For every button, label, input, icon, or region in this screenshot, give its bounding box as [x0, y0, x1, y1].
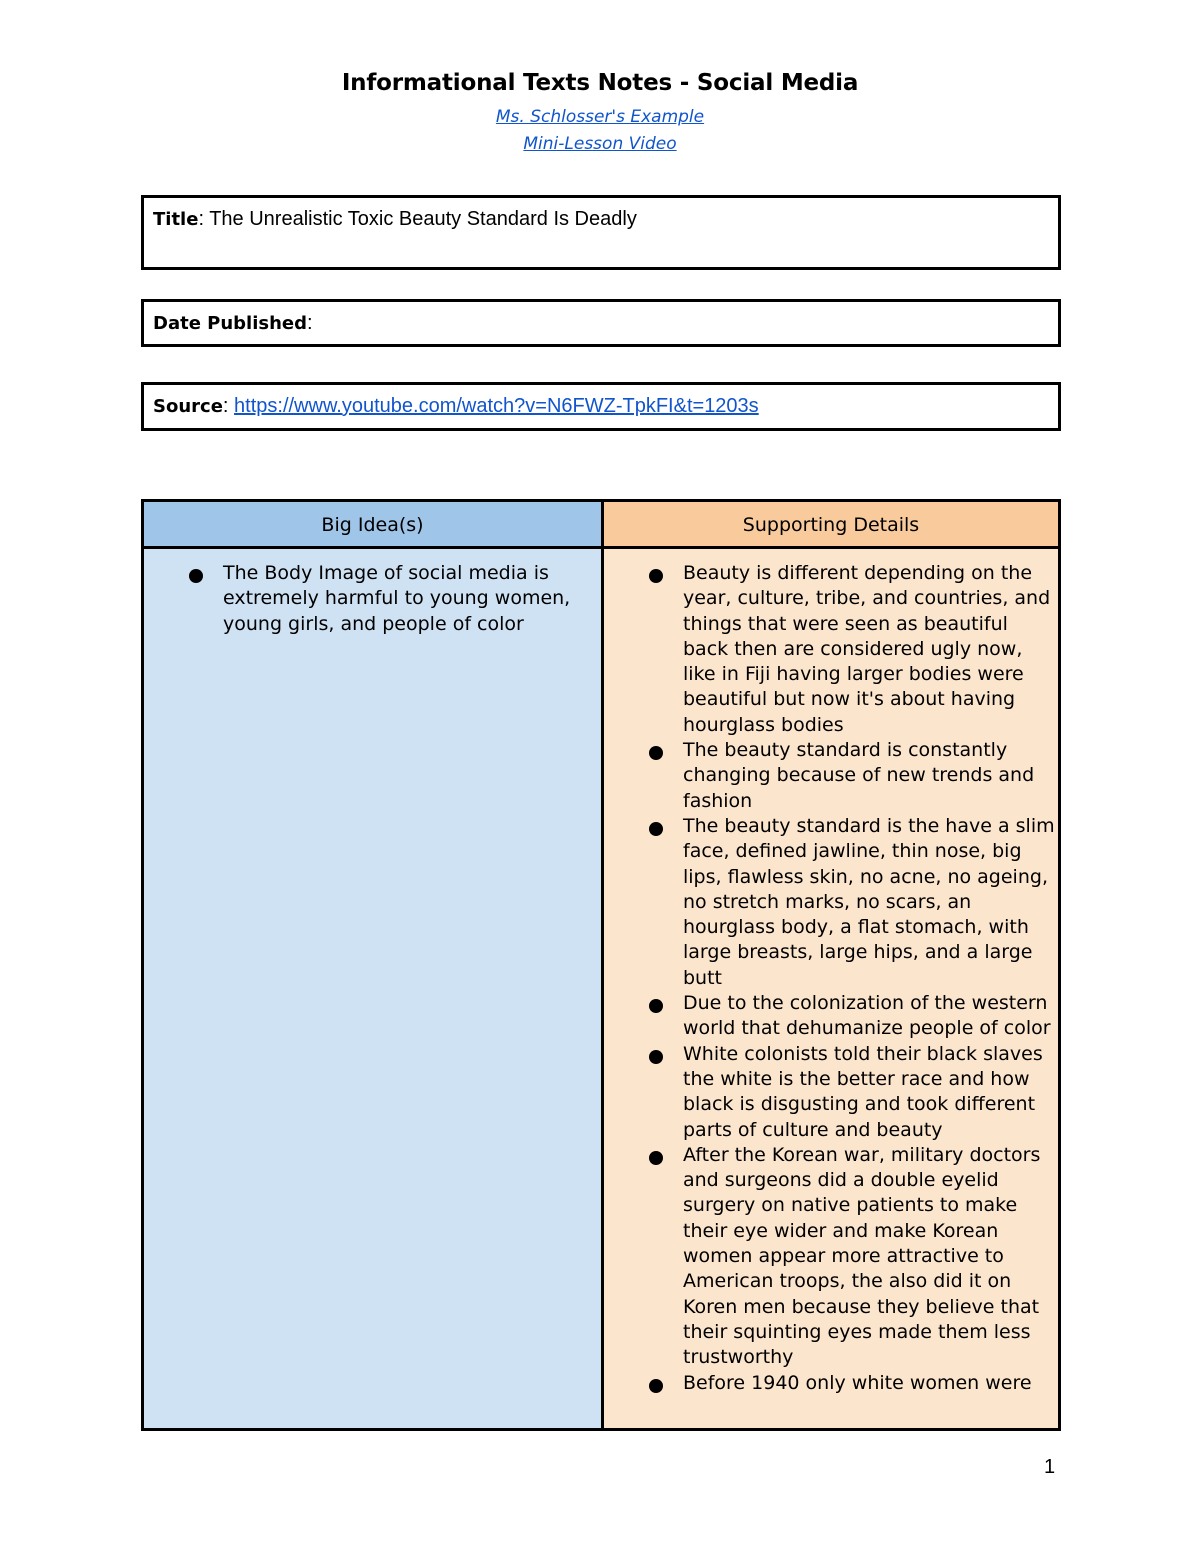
big-ideas-header: Big Idea(s): [144, 502, 601, 546]
column-divider: [601, 502, 604, 1428]
supporting-details-cell: [604, 549, 1058, 1428]
source-url-link[interactable]: https://www.youtube.com/watch?v=N6FWZ-TpkFI&t=1203s: [234, 395, 759, 417]
source-field: [153, 395, 759, 418]
date-field-box: [141, 299, 1061, 347]
supporting-details-list: [646, 561, 1056, 1396]
date-label: Date Published: [153, 313, 308, 334]
date-separator: :: [307, 312, 313, 334]
example-link[interactable]: Ms. Schlosser's Example: [495, 107, 705, 127]
list-item: White colonists told their black slaves the white is the better race and how black is disgusting and took different parts of culture and beauty: [646, 1042, 1056, 1143]
date-field: [153, 312, 313, 335]
big-ideas-list: [186, 561, 596, 637]
title-separator: :: [198, 208, 204, 230]
source-label: Source: [153, 396, 223, 417]
notes-table: [141, 499, 1061, 1431]
list-item: Before 1940 only white women were: [646, 1371, 1056, 1396]
list-item: Due to the colonization of the western world that dehumanize people of color: [646, 991, 1056, 1042]
title-field: [153, 208, 637, 231]
list-item: Beauty is different depending on the year, culture, tribe, and countries, and things that were seen as beautiful back then are considered ugly now, like in Fiji having larger bodies were beautiful but now it's about having hourglass bodies: [646, 561, 1056, 738]
list-item: After the Korean war, military doctors and surgeons did a double eyelid surgery on native patients to make their eye wider and make Korean women appear more attractive to American troops, the also did it on Koren men because they believe that their squinting eyes made them less trustworthy: [646, 1143, 1056, 1371]
big-ideas-cell: [144, 549, 601, 1428]
source-separator: :: [222, 395, 235, 417]
page-title: Informational Texts Notes - Social Media: [341, 70, 859, 96]
list-item: The beauty standard is constantly changing because of new trends and fashion: [646, 738, 1056, 814]
title-field-box: [141, 195, 1061, 270]
title-label: Title: [153, 209, 199, 230]
page-number: 1: [1044, 1456, 1056, 1478]
source-field-box: [141, 382, 1061, 431]
title-value: The Unrealistic Toxic Beauty Standard Is Deadly: [204, 208, 637, 230]
supporting-details-header: Supporting Details: [604, 502, 1058, 546]
list-item: The Body Image of social media is extremely harmful to young women, young girls, and people of color: [186, 561, 596, 637]
example-link-row: [0, 107, 1200, 127]
mini-lesson-video-link[interactable]: Mini-Lesson Video: [523, 134, 677, 154]
video-link-row: [0, 134, 1200, 154]
list-item: The beauty standard is the have a slim face, defined jawline, thin nose, big lips, flawless skin, no acne, no ageing, no stretch marks, no scars, an hourglass body, a flat stomach, with large breasts, large hips, and a large butt: [646, 814, 1056, 991]
